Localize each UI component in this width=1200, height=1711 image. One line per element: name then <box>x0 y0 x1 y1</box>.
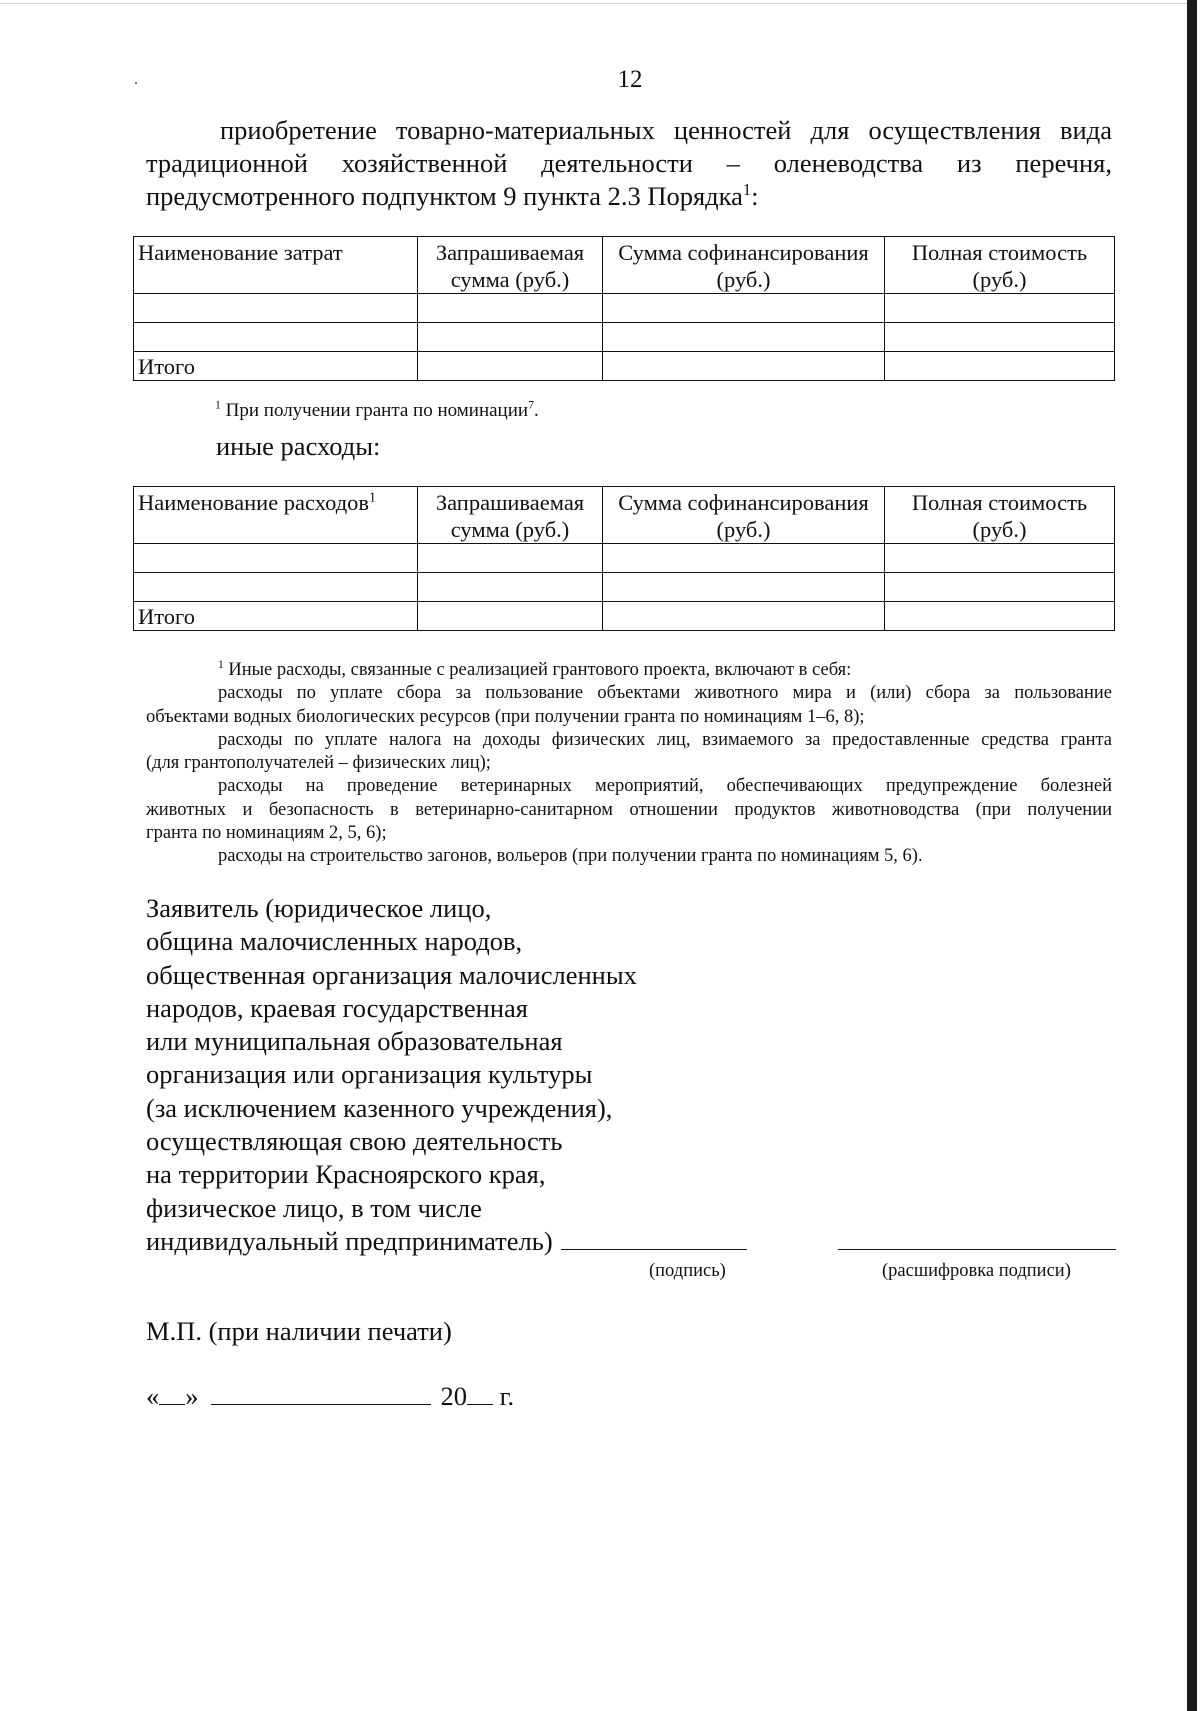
other-expenses-header-name-text: Наименование расходов <box>138 490 370 515</box>
table-cell[interactable] <box>885 544 1115 573</box>
footnote-grant-nomination <box>215 400 539 422</box>
other-expenses-header-total-cost: Полная стоимость (руб.) <box>885 487 1115 544</box>
date-day-field[interactable] <box>159 1382 185 1405</box>
applicant-line: на территории Красноярского края, <box>146 1159 546 1190</box>
other-expenses-total-row <box>134 602 1115 631</box>
applicant-line: Заявитель (юридическое лицо, <box>146 893 492 923</box>
table-row <box>134 294 1115 323</box>
table-cell[interactable] <box>134 323 418 352</box>
date-month-field[interactable] <box>211 1382 431 1405</box>
other-expenses-note <box>146 659 1112 869</box>
footnote-ref: 7 <box>528 398 534 412</box>
note-line: расходы по уплате сбора за пользование объектами животного мира и (или) сбора за пользование <box>218 683 1112 704</box>
intro-line-3 <box>146 180 1112 213</box>
other-expenses-header-name <box>134 487 418 544</box>
note-intro: Иные расходы, связанные с реализацией грантового проекта, включают в себя: <box>223 660 852 680</box>
applicant-line: общественная организация малочисленных <box>146 959 637 990</box>
table-cell[interactable] <box>134 544 418 573</box>
costs-header-total-cost: Полная стоимость (руб.) <box>885 237 1115 294</box>
table-cell[interactable] <box>885 323 1115 352</box>
page-number: 12 <box>617 66 643 93</box>
note-line: (для грантополучателей – физических лиц); <box>146 753 491 774</box>
table-cell[interactable] <box>134 294 418 323</box>
note-line: расходы на строительство загонов, вольеров (при получении гранта по номинациям 5, 6). <box>218 846 923 867</box>
applicant-line: организация или организация культуры <box>146 1059 593 1090</box>
note-intro-line <box>146 659 1112 682</box>
scan-edge-right <box>1187 0 1197 1711</box>
table-cell[interactable] <box>885 573 1115 602</box>
table-cell[interactable] <box>603 294 885 323</box>
table-cell[interactable] <box>603 544 885 573</box>
other-expenses-table <box>133 486 1115 631</box>
applicant-line: индивидуальный предприниматель) <box>146 1225 553 1256</box>
table-cell[interactable] <box>418 294 603 323</box>
table-cell[interactable] <box>603 573 885 602</box>
table-row <box>134 323 1115 352</box>
table-cell[interactable] <box>134 573 418 602</box>
date-year-suffix: г. <box>499 1381 515 1411</box>
footnote-end: . <box>533 400 539 421</box>
signature-decode-caption: (расшифровка подписи) <box>882 1261 1071 1281</box>
other-expenses-total-label: Итого <box>134 602 418 631</box>
note-line: животных и безопасность в ветеринарно-санитарном отношении продуктов животноводства (при получении <box>146 799 1112 820</box>
table-cell[interactable] <box>418 323 603 352</box>
costs-table-header-row <box>134 237 1115 294</box>
table-cell[interactable] <box>418 352 603 381</box>
applicant-line: или муниципальная образовательная <box>146 1026 563 1057</box>
costs-total-row <box>134 352 1115 381</box>
applicant-line: народов, краевая государственная <box>146 992 528 1023</box>
date-line <box>146 1381 514 1412</box>
intro-paragraph <box>146 114 1112 213</box>
costs-table <box>133 236 1115 381</box>
table-cell[interactable] <box>418 544 603 573</box>
stamp-note: М.П. (при наличии печати) <box>146 1316 452 1346</box>
table-cell[interactable] <box>885 602 1115 631</box>
intro-line-2: традиционной хозяйственной деятельности – оленеводства из перечня, <box>146 148 1112 178</box>
note-line: расходы по уплате налога на доходы физических лиц, взимаемого за предоставленные средства гранта <box>218 729 1112 750</box>
note-line: объектами водных биологических ресурсов (при получении гранта по номинациям 1–6, 8); <box>146 706 865 727</box>
other-expenses-header-row <box>134 487 1115 544</box>
signature-caption: (подпись) <box>649 1261 726 1281</box>
table-cell[interactable] <box>418 573 603 602</box>
intro-line-3-text: предусмотренного подпунктом 9 пункта 2.3 Порядка <box>146 181 743 211</box>
note-line: расходы на проведение ветеринарных мероприятий, обеспечивающих предупреждение болезней <box>218 776 1112 797</box>
date-open-quote: « <box>146 1381 160 1411</box>
note-line: гранта по номинациям 2, 5, 6); <box>146 823 387 844</box>
scan-edge-top <box>0 3 1187 4</box>
table-cell[interactable] <box>603 352 885 381</box>
costs-header-cofinancing: Сумма софинансирования (руб.) <box>603 237 885 294</box>
other-expenses-heading: иные расходы: <box>216 431 381 461</box>
footnote-text: При получении гранта по номинации <box>220 400 529 421</box>
table-row <box>134 573 1115 602</box>
note-mark: 1 <box>218 658 224 671</box>
table-cell[interactable] <box>603 323 885 352</box>
applicant-line: община малочисленных народов, <box>146 926 523 957</box>
intro-end: : <box>751 181 759 211</box>
applicant-block <box>146 892 747 1258</box>
applicant-line: (за исключением казенного учреждения), <box>146 1092 613 1123</box>
date-century: 20 <box>440 1381 467 1411</box>
date-year-field[interactable] <box>467 1382 493 1405</box>
date-close-quote: » <box>185 1381 199 1411</box>
other-expenses-header-mark: 1 <box>369 490 377 506</box>
signature-decode-field[interactable] <box>838 1249 1116 1250</box>
costs-header-name: Наименование затрат <box>134 237 418 294</box>
costs-header-requested: Запрашиваемая сумма (руб.) <box>418 237 603 294</box>
applicant-line: осуществляющая свою деятельность <box>146 1126 563 1157</box>
applicant-last-line <box>146 1225 747 1258</box>
table-row <box>134 544 1115 573</box>
table-cell[interactable] <box>603 602 885 631</box>
other-expenses-header-cofinancing: Сумма софинансирования (руб.) <box>603 487 885 544</box>
table-cell[interactable] <box>418 602 603 631</box>
signature-field[interactable] <box>561 1227 747 1250</box>
intro-line-1: приобретение товарно-материальных ценностей для осуществления вида <box>220 115 1112 145</box>
other-expenses-header-requested: Запрашиваемая сумма (руб.) <box>418 487 603 544</box>
table-cell[interactable] <box>885 352 1115 381</box>
costs-total-label: Итого <box>134 352 418 381</box>
intro-footnote-mark: 1 <box>742 180 752 200</box>
footnote-mark: 1 <box>215 398 221 412</box>
applicant-line: физическое лицо, в том числе <box>146 1192 482 1223</box>
table-cell[interactable] <box>885 294 1115 323</box>
